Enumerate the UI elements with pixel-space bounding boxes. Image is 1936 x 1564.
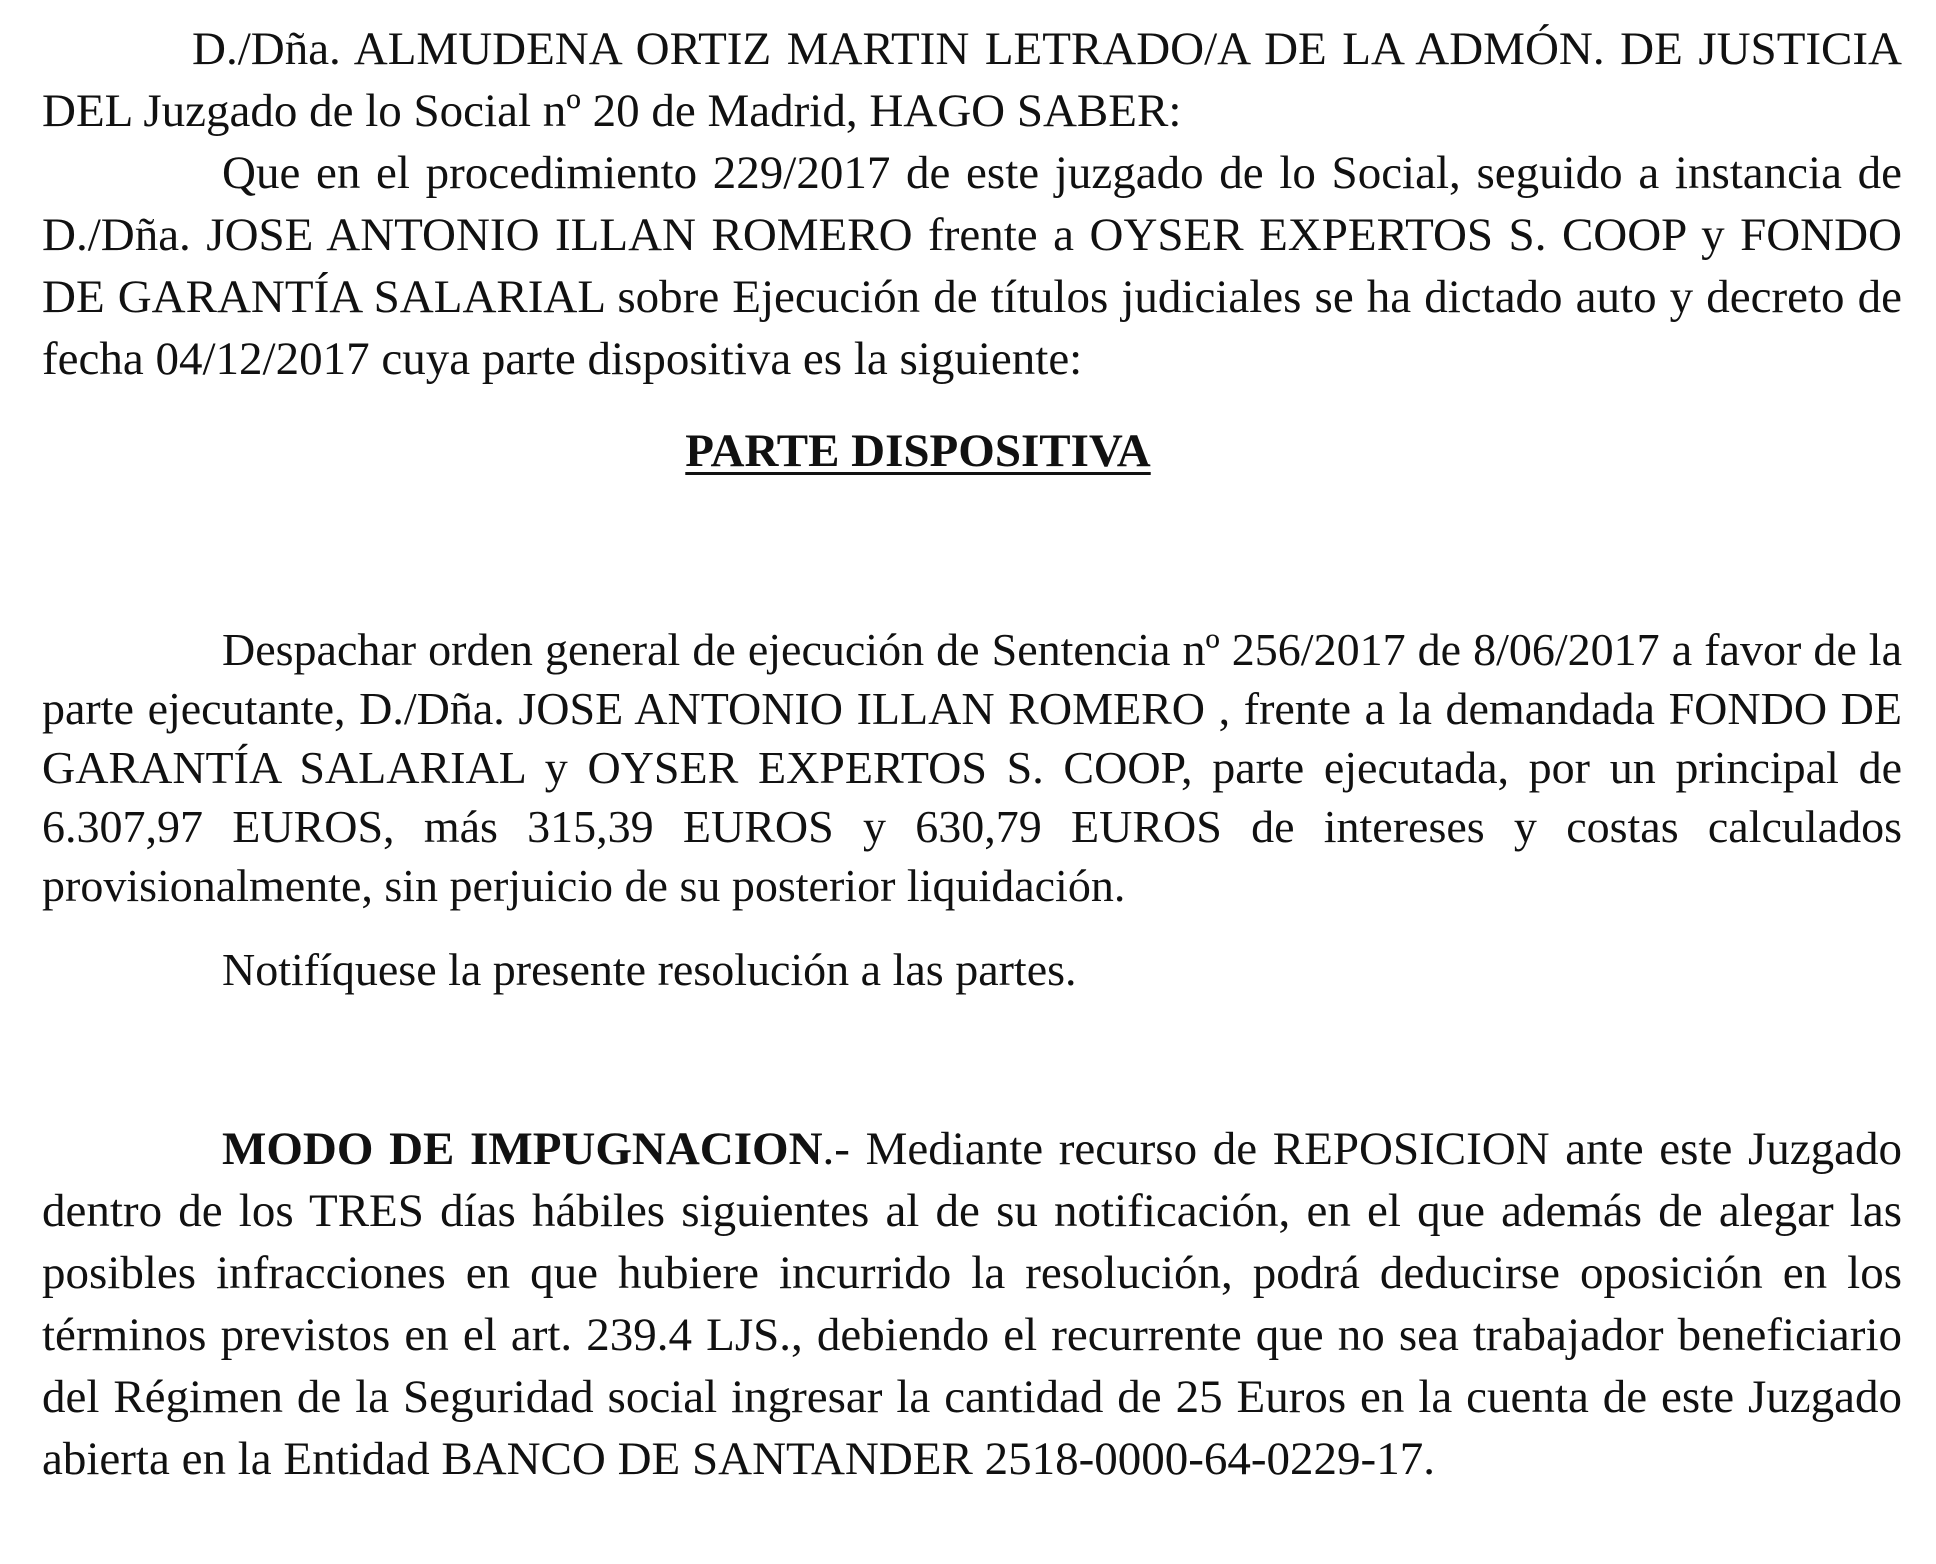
impugnacion-paragraph bbox=[42, 1118, 1902, 1490]
section-heading: PARTE DISPOSITIVA bbox=[685, 425, 1151, 477]
notice-paragraph: Que en el procedimiento 229/2017 de este juzgado de lo Social, seguido a instancia de D./Dña. JOSE ANTONIO ILLAN ROMERO frente a OYSER EXPERTOS S. COOP y FONDO DE GARANTÍA SALARIAL sobre Ejecución de títulos judiciales se ha dictado auto y decreto de fecha 04/12/2017 cuya parte dispositiva es la siguiente: bbox=[42, 147, 1902, 385]
impugnacion-label: MODO DE IMPUGNACION bbox=[222, 1123, 823, 1175]
impugnacion-text: .- Mediante recurso de REPOSICION ante este Juzgado dentro de los TRES días hábiles siguientes al de su notificación, en el que además de alegar las posibles infracciones en que hubiere incurrido la resolución, podrá deducirse oposición en los términos previstos en el art. 239.4 LJS., debiendo el recurrente que no sea trabajador beneficiario del Régimen de la Seguridad social ingresar la cantidad de 25 Euros en la cuenta de este Juzgado abierta en la Entidad BANCO DE SANTANDER 2518-0000-64-0229-17. bbox=[42, 1123, 1903, 1485]
order-paragraph: Despachar orden general de ejecución de Sentencia nº 256/2017 de 8/06/2017 a favor de la parte ejecutante, D./Dña. JOSE ANTONIO ILLAN ROMERO , frente a la demandada FONDO DE GARANTÍA SALARIAL y OYSER EXPERTOS S. COOP, parte ejecutada, por un principal de 6.307,97 EUROS, más 315,39 EUROS y 630,79 EUROS de intereses y costas calculados provisionalmente, sin perjuicio de su posterior liquidación. bbox=[42, 624, 1902, 911]
notify-paragraph: Notifíquese la presente resolución a las partes. bbox=[222, 944, 1077, 995]
intro-paragraph: D./Dña. ALMUDENA ORTIZ MARTIN LETRADO/A DE LA ADMÓN. DE JUSTICIA DEL Juzgado de lo Social nº 20 de Madrid, HAGO SABER: bbox=[42, 23, 1902, 137]
